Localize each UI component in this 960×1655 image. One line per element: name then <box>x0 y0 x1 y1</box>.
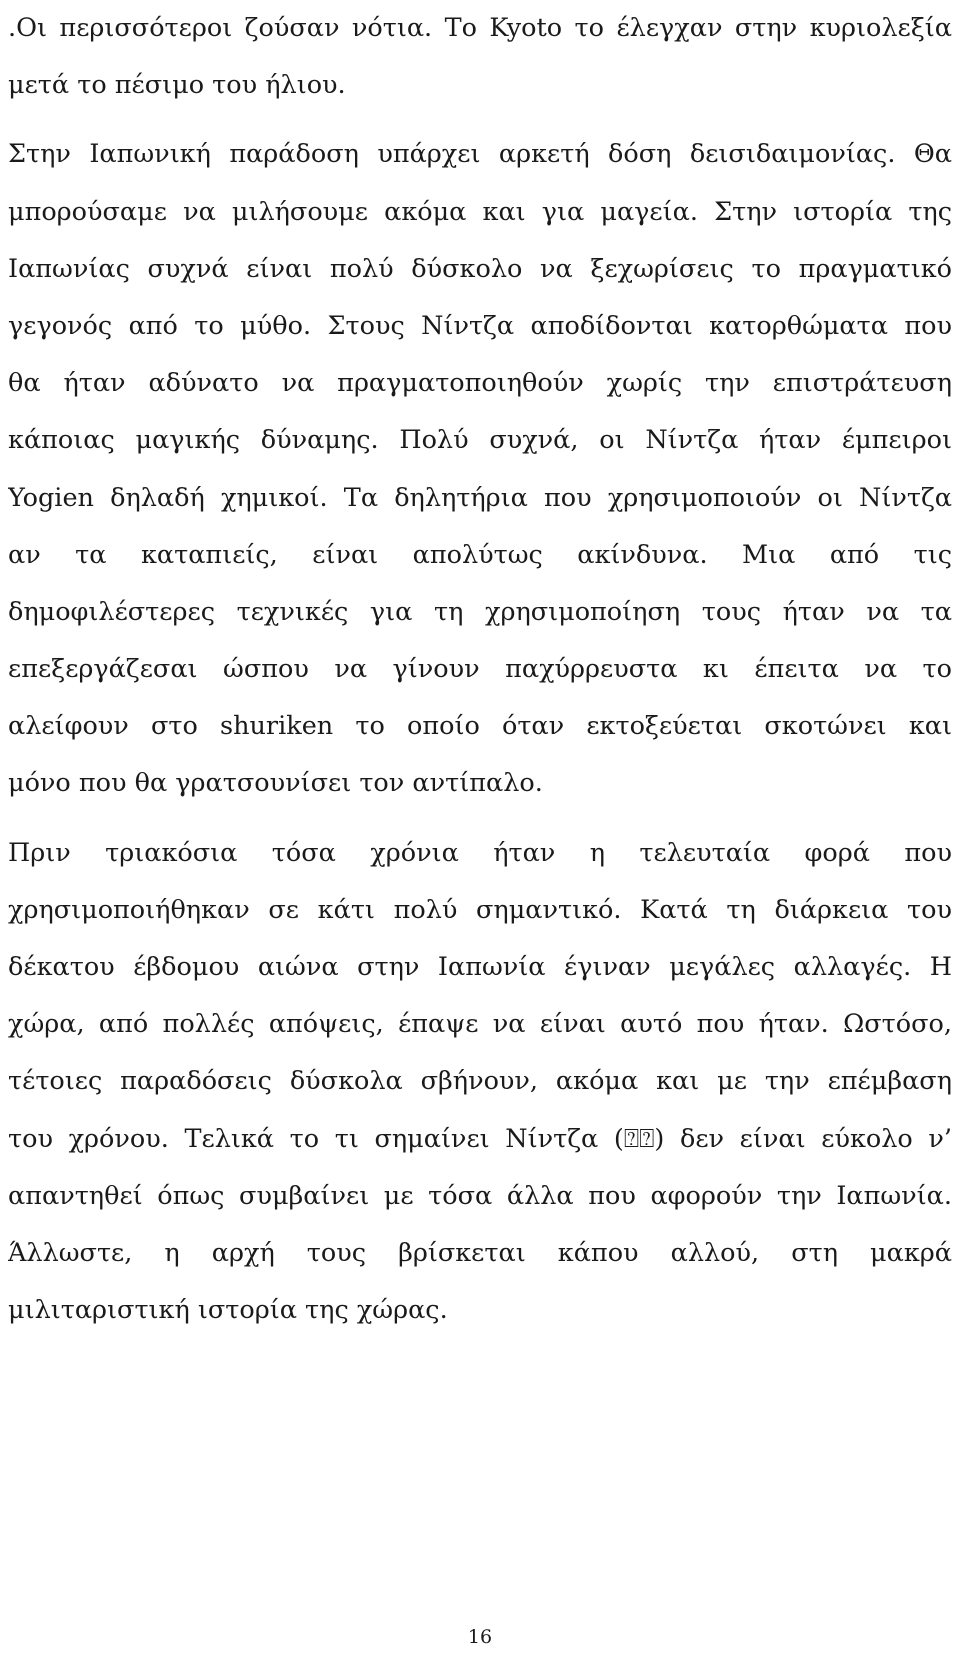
text-line: Στην Ιαπωνική παράδοση υπάρχει αρκετή δόση δεισιδαιμονίας. Θα <box>8 139 952 170</box>
paragraph <box>8 0 952 114</box>
text-line: μπορούσαμε να μιλήσουμε ακόμα και για μαγεία. Στην ιστορία της <box>8 196 952 227</box>
page-number: 16 <box>467 1626 493 1648</box>
text-line: Yogien δηλαδή χημικοί. Τα δηλητήρια που χρησιμοποιούν οι Νίντζα <box>8 482 952 513</box>
text-line: Πριν τριακόσια τόσα χρόνια ήταν η τελευταία φορά που <box>8 837 952 868</box>
text-line: γεγονός από το μύθο. Στους Νίντζα αποδίδονται κατορθώματα που <box>8 310 952 341</box>
text-line: αν τα καταπιείς, είναι απολύτως ακίνδυνα. Μια από τις <box>8 539 952 570</box>
text-line: δέκατου έβδομου αιώνα στην Ιαπωνία έγιναν μεγάλες αλλαγές. Η <box>8 952 952 982</box>
text-line: τέτοιες παραδόσεις δύσκολα σβήνουν, ακόμα και με την επέμβαση <box>8 1066 952 1097</box>
text-line: .Οι περισσότεροι ζούσαν νότια. Το Kyoto το έλεγχαν στην κυριολεξία <box>8 13 952 43</box>
text-line: μόνο που θα γρατσουνίσει τον αντίπαλο. <box>8 768 543 799</box>
text-line: κάποιας μαγικής δύναμης. Πολύ συχνά, οι Νίντζα ήταν έμπειροι <box>8 425 952 456</box>
paragraph <box>8 126 952 812</box>
text-line: Άλλωστε, η αρχή τους βρίσκεται κάπου αλλού, στη μακρά <box>8 1237 952 1268</box>
paragraph <box>8 825 952 1340</box>
text-line: μετά το πέσιμο του ήλιου. <box>8 70 346 101</box>
text-line: δημοφιλέστερες τεχνικές για τη χρησιμοποίηση τους ήταν να τα <box>8 596 952 627</box>
text-line: απαντηθεί όπως συμβαίνει με τόσα άλλα που αφορούν την Ιαπωνία. <box>8 1180 952 1211</box>
text-line: Ιαπωνίας συχνά είναι πολύ δύσκολο να ξεχωρίσεις το πραγματικό <box>8 253 952 284</box>
document-body <box>8 0 952 1339</box>
text-line: μιλιταριστική ιστορία της χώρας. <box>8 1295 448 1326</box>
text-line: αλείφουν στο shuriken το οποίο όταν εκτοξεύεται σκοτώνει και <box>8 711 952 742</box>
text-line: του χρόνου. Τελικά το τι σημαίνει Νίντζα (⍰⍰) δεν είναι εύκολο ν’ <box>8 1123 952 1154</box>
text-line: επεξεργάζεσαι ώσπου να γίνουν παχύρρευστα κι έπειτα να το <box>8 654 952 685</box>
text-line: χρησιμοποιήθηκαν σε κάτι πολύ σημαντικό. Κατά τη διάρκεια του <box>8 894 952 925</box>
text-line: θα ήταν αδύνατο να πραγματοποιηθούν χωρίς την επιστράτευση <box>8 368 952 399</box>
text-line: χώρα, από πολλές απόψεις, έπαψε να είναι αυτό που ήταν. Ωστόσο, <box>8 1009 952 1040</box>
